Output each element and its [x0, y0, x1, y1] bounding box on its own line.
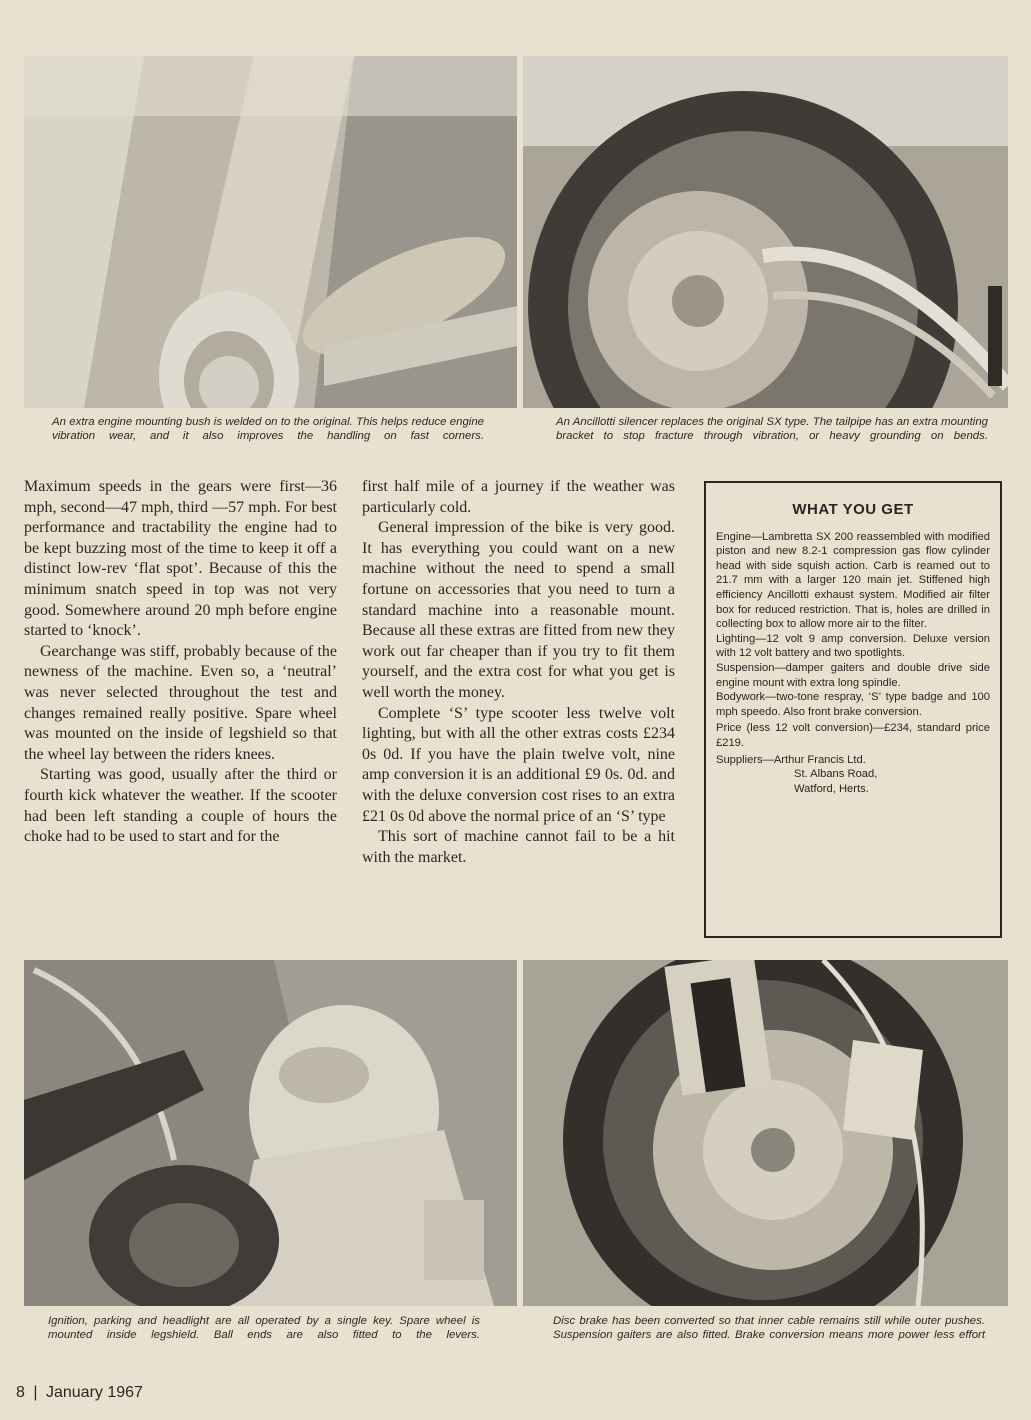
- spec-price: Price (less 12 volt conversion)—£234, standard price £219.: [716, 722, 990, 749]
- photo-ancillotti-silencer: [523, 56, 1008, 408]
- article-paragraph: Maximum speeds in the gears were first—36 mph, second—47 mph, third —57 mph. For best performance and tractability the engine had to be kept buzzing most of the time to keep it off a distinct low-rev ‘flat spot’. Because of this the minimum snatch speed in top was not very good. Somewhere around 20 mph before engine started to ‘knock’.: [24, 478, 337, 640]
- page-number: 8: [16, 1384, 25, 1401]
- caption-disc-brake: Disc brake has been converted so that inner cable remains still while outer pushes. Suspension gaiters are also fitted. Brake conversion means more power less effort: [553, 1315, 985, 1341]
- what-you-get-box: [704, 481, 1002, 938]
- supplier-address-line: Watford, Herts.: [794, 782, 869, 795]
- spec-bodywork: Bodywork—two-tone respray, ‘S’ type badge and 100 mph speedo. Also front brake conversion.: [716, 691, 990, 718]
- article-column-1: [24, 477, 337, 848]
- article-paragraph: This sort of machine cannot fail to be a hit with the market.: [362, 828, 675, 866]
- page-footer: [16, 1384, 143, 1402]
- photo-engine-mounting-bush: [24, 56, 517, 408]
- article-paragraph: first half mile of a journey if the weather was particularly cold.: [362, 478, 675, 516]
- article-column-2: [362, 477, 675, 868]
- spec-engine: Engine—Lambretta SX 200 reassembled with modified piston and new 8.2-1 compression gas flow cylinder head with side squish action. Carb is reamed out to 21.7 mm with a larger 120 main jet. Stiffened high efficiency Ancillotti exhaust system. Modified air filter box for reduced restriction. That is, holes are drilled in collecting box to allow more air to the filter.: [716, 530, 990, 631]
- supplier-address-line: St. Albans Road,: [794, 768, 878, 781]
- spec-suspension: Suspension—damper gaiters and double drive side engine mount with extra long spindle.: [716, 661, 990, 689]
- caption-ancillotti-silencer: An Ancillotti silencer replaces the original SX type. The tailpipe has an extra mounting bracket to stop fracture through vibration, or heavy grounding on bends.: [556, 416, 988, 442]
- photo-ignition-key-headset: [24, 960, 517, 1306]
- article-paragraph: Starting was good, usually after the third or fourth kick whatever the weather. If the scooter had been left standing a couple of hours the choke had to be used to start and for the: [24, 766, 337, 846]
- article-paragraph: General impression of the bike is very good. It has everything you could want on a new machine without the need to spend a small fortune on accessories that you need to turn a standard machine into a reasonable mount. Because all these extras are fitted from new they work out far cheaper than if you try to fit them yourself, and the extra cost for what you get is well worth the money.: [362, 519, 675, 701]
- article-paragraph: Gearchange was stiff, probably because of the newness of the machine. Even so, a ‘neutral’ was never selected throughout the test and changes remained really positive. Spare wheel was mounted on the inside of legshield so that the wheel lay between the riders knees.: [24, 642, 337, 763]
- caption-engine-mounting-bush: An extra engine mounting bush is welded on to the original. This helps reduce engine vibration wear, and it also improves the handling on fast corners.: [52, 416, 484, 442]
- spec-suppliers: Suppliers—Arthur Francis Ltd.: [716, 753, 866, 766]
- what-you-get-title: WHAT YOU GET: [792, 501, 914, 518]
- spec-lighting: Lighting—12 volt 9 amp conversion. Deluxe version with 12 volt battery and two spotlights.: [716, 632, 990, 660]
- issue-date: January 1967: [45, 1384, 143, 1401]
- footer-separator: |: [33, 1384, 38, 1401]
- caption-ignition-key: Ignition, parking and headlight are all operated by a single key. Spare wheel is mounted inside legshield. Ball ends are also fitted to the levers.: [48, 1315, 480, 1341]
- photo-disc-brake: [523, 960, 1008, 1306]
- article-paragraph: Complete ‘S’ type scooter less twelve volt lighting, but with all the other extras costs £234 0s 0d. If you have the plain twelve volt, nine amp conversion it is an additional £9 0s. 0d. and with the deluxe conversion cost rises to an extra £21 0s 0d above the normal price of an ‘S’ type: [362, 704, 675, 825]
